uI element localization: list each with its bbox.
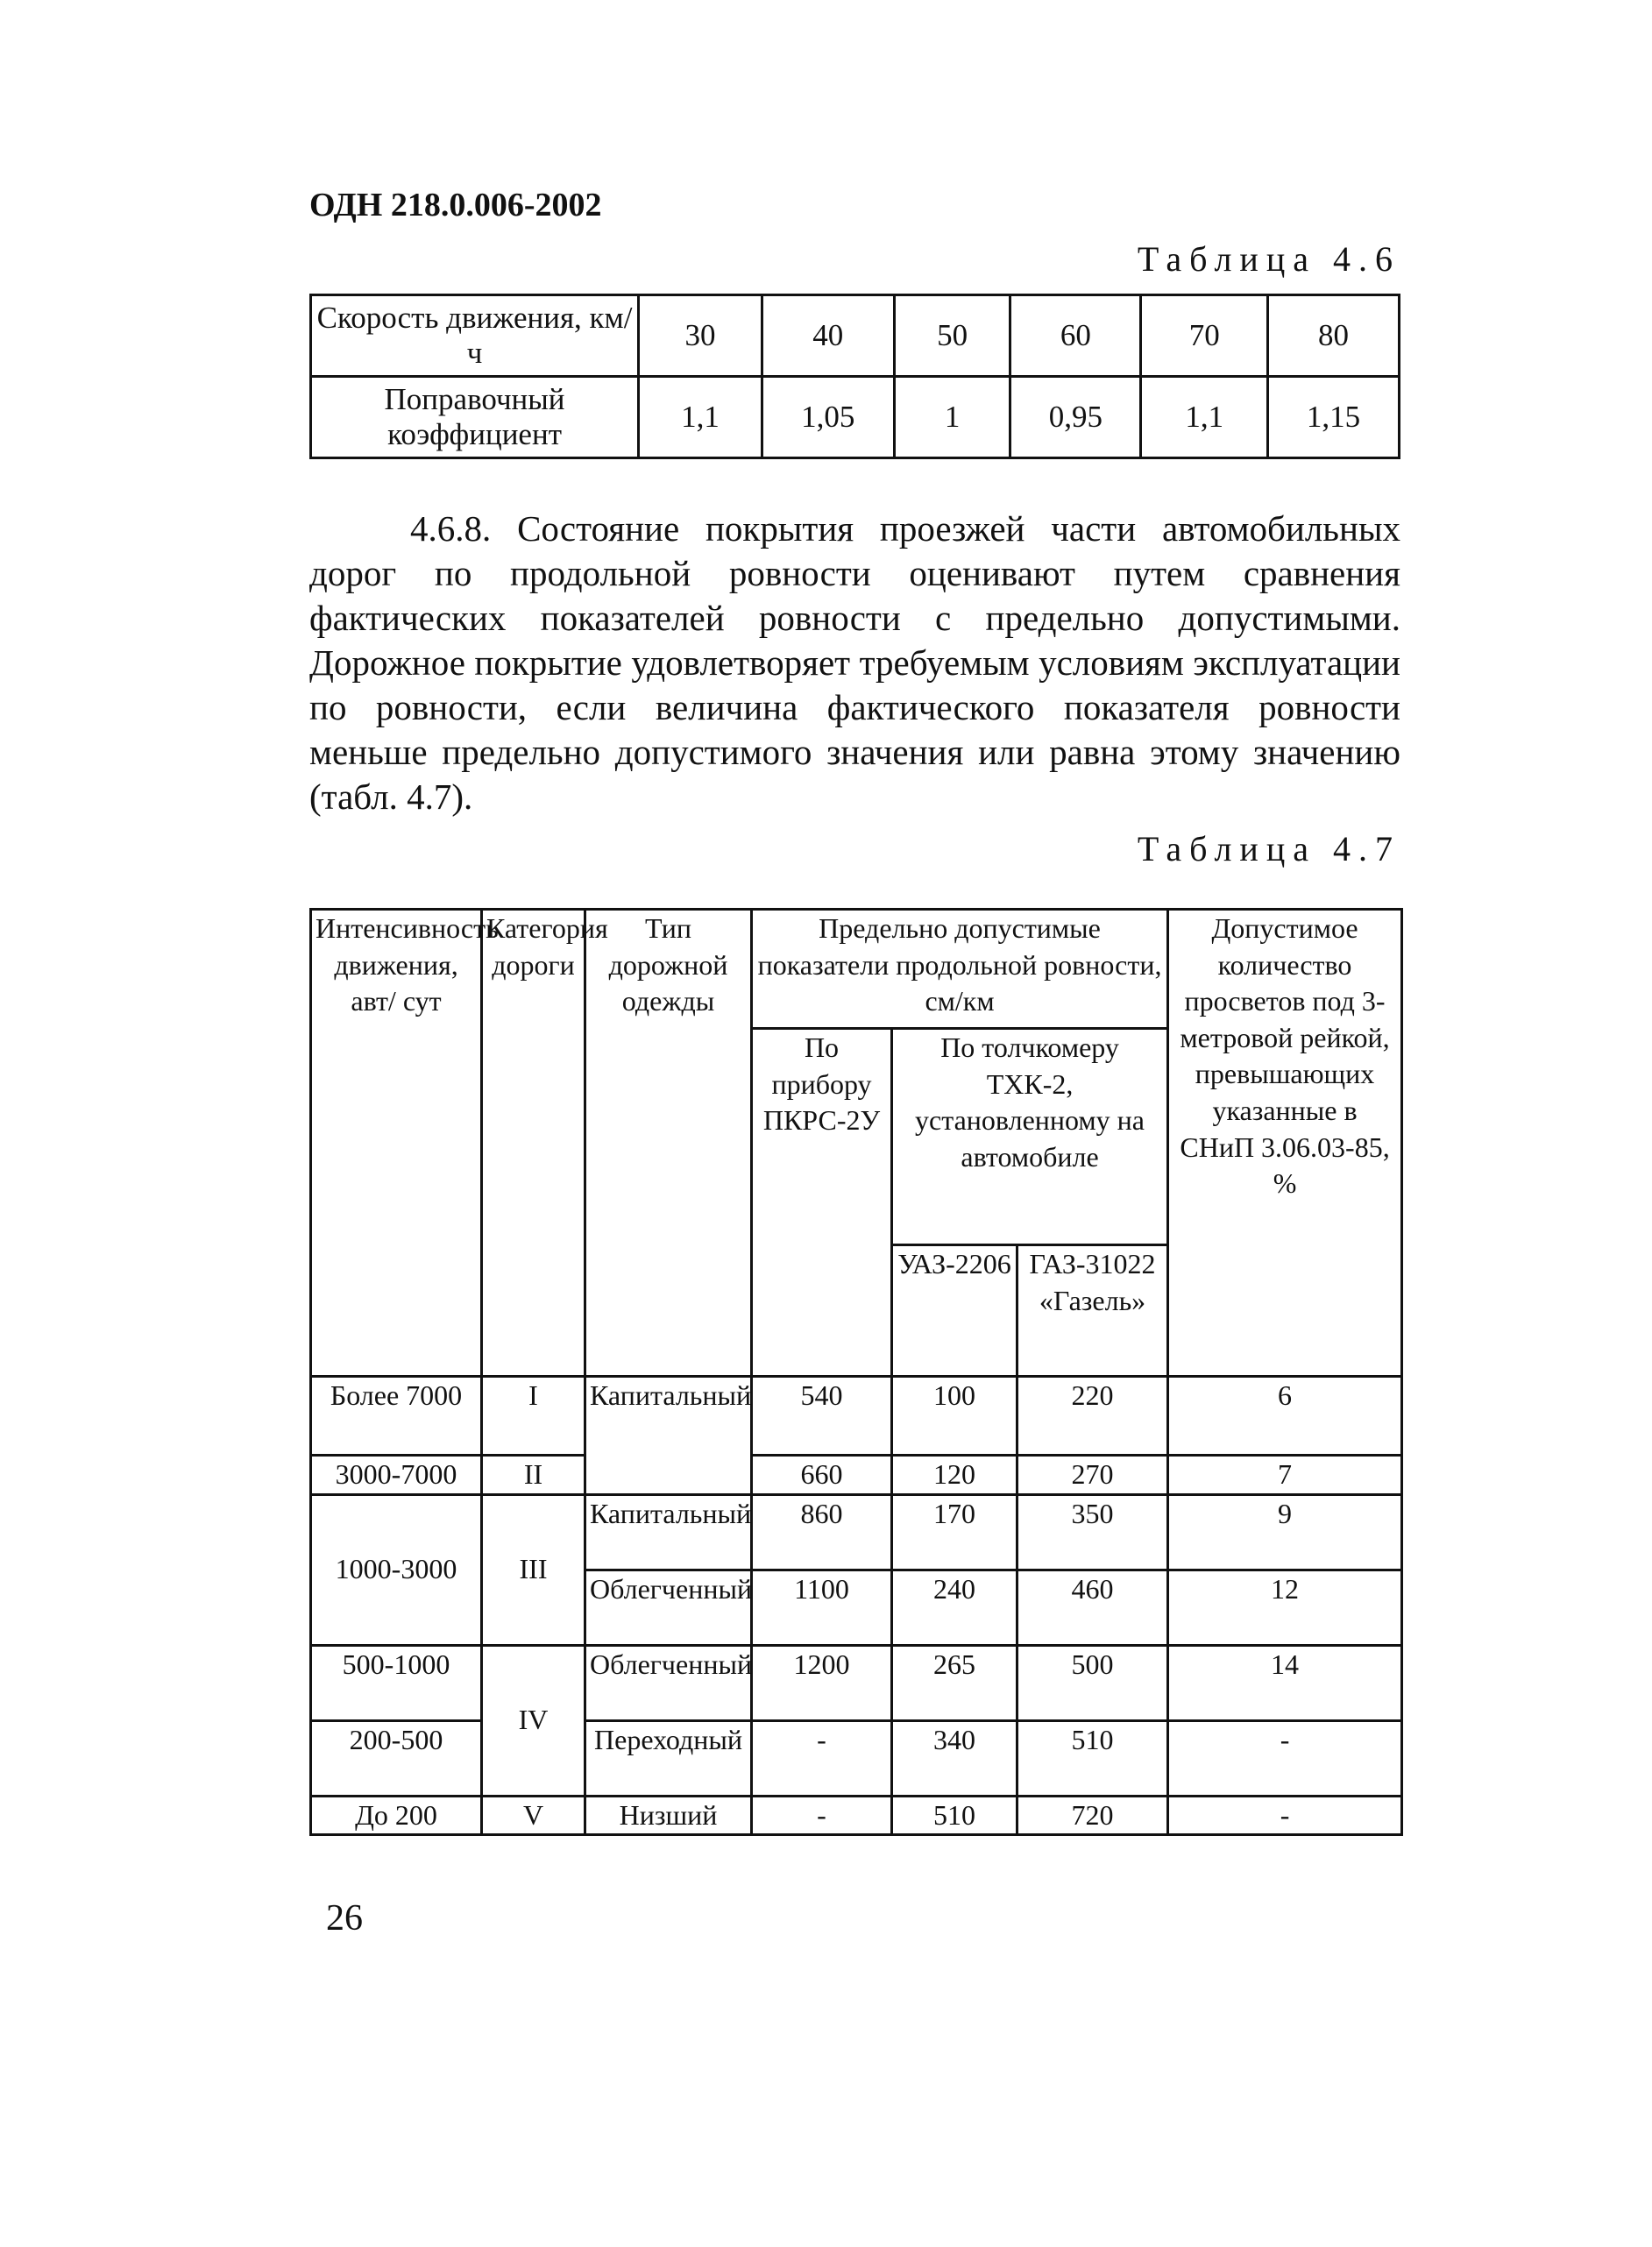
uaz-cell: 265 bbox=[892, 1645, 1017, 1720]
pavement-cell: Капитальный bbox=[585, 1494, 752, 1570]
pkrs-cell: 860 bbox=[752, 1494, 892, 1570]
uaz-cell: 340 bbox=[892, 1720, 1017, 1796]
intensity-cell: 500-1000 bbox=[311, 1645, 482, 1720]
table-row bbox=[311, 1796, 1402, 1835]
gaps-cell: - bbox=[1168, 1720, 1402, 1796]
table-row bbox=[311, 377, 1400, 458]
pkrs-cell: 660 bbox=[752, 1456, 892, 1495]
table-row bbox=[311, 1645, 1402, 1720]
category-cell: III bbox=[482, 1494, 585, 1645]
gaps-cell: 9 bbox=[1168, 1494, 1402, 1570]
table-row bbox=[311, 1456, 1402, 1495]
intensity-cell: 200-500 bbox=[311, 1720, 482, 1796]
category-cell: II bbox=[482, 1456, 585, 1495]
coef-cell: 1,1 bbox=[1141, 377, 1268, 458]
table-4-7-caption: Таблица 4.7 bbox=[1137, 829, 1400, 868]
gaz-cell: 500 bbox=[1017, 1645, 1168, 1720]
coef-cell: 1,05 bbox=[762, 377, 894, 458]
page-number: 26 bbox=[326, 1898, 363, 1939]
category-cell: IV bbox=[482, 1645, 585, 1796]
category-cell: V bbox=[482, 1796, 585, 1835]
uaz-cell: 170 bbox=[892, 1494, 1017, 1570]
speed-label: Скорость движения, км/ч bbox=[311, 295, 639, 377]
header-row bbox=[311, 910, 1402, 1029]
gaz-cell: 460 bbox=[1017, 1570, 1168, 1645]
speed-cell: 80 bbox=[1268, 295, 1400, 377]
header-gaz: ГАЗ-31022 «Газель» bbox=[1017, 1245, 1168, 1377]
intensity-cell: 1000-3000 bbox=[311, 1494, 482, 1645]
pavement-cell: Капитальный bbox=[585, 1377, 752, 1495]
pavement-cell: Низший bbox=[585, 1796, 752, 1835]
speed-cell: 70 bbox=[1141, 295, 1268, 377]
gaz-cell: 220 bbox=[1017, 1377, 1168, 1456]
pavement-cell: Облегченный bbox=[585, 1645, 752, 1720]
gaz-cell: 510 bbox=[1017, 1720, 1168, 1796]
speed-cell: 50 bbox=[894, 295, 1010, 377]
pavement-cell: Переходный bbox=[585, 1720, 752, 1796]
uaz-cell: 120 bbox=[892, 1456, 1017, 1495]
header-tkh: По толчкомеру ТХК-2, установленному на автомобиле bbox=[892, 1029, 1168, 1245]
header-intensity: Интенсивность движения, авт/ сут bbox=[311, 910, 482, 1377]
table-row bbox=[311, 1377, 1402, 1456]
coef-label: Поправочный коэффициент bbox=[311, 377, 639, 458]
pkrs-cell: - bbox=[752, 1796, 892, 1835]
category-cell: I bbox=[482, 1377, 585, 1456]
pkrs-cell: 1100 bbox=[752, 1570, 892, 1645]
gaz-cell: 350 bbox=[1017, 1494, 1168, 1570]
coef-cell: 1,15 bbox=[1268, 377, 1400, 458]
speed-cell: 30 bbox=[639, 295, 762, 377]
header-category: Категория дороги bbox=[482, 910, 585, 1377]
document-code: ОДН 218.0.006-2002 bbox=[309, 187, 602, 223]
table-4-6-caption: Таблица 4.6 bbox=[1137, 239, 1400, 279]
table-row bbox=[311, 1720, 1402, 1796]
uaz-cell: 100 bbox=[892, 1377, 1017, 1456]
gaps-cell: 14 bbox=[1168, 1645, 1402, 1720]
speed-cell: 60 bbox=[1010, 295, 1141, 377]
gaz-cell: 270 bbox=[1017, 1456, 1168, 1495]
pkrs-cell: - bbox=[752, 1720, 892, 1796]
gaps-cell: 12 bbox=[1168, 1570, 1402, 1645]
coef-cell: 1 bbox=[894, 377, 1010, 458]
intensity-cell: До 200 bbox=[311, 1796, 482, 1835]
header-uaz: УАЗ-2206 bbox=[892, 1245, 1017, 1377]
clause-4-6-8: 4.6.8. Состояние покрытия проезжей части автомобильных дорог по продольной ровности оценивают путем сравнения фактических показателей ровности с предельно допустимыми. Дорожное покрытие удовлетворяет требуемым условиям эксплуатации по ровности, если величина фактического показателя ровности меньше предельно допустимого значения или равна этому значению (табл. 4.7). bbox=[309, 508, 1400, 817]
intensity-cell: 3000-7000 bbox=[311, 1456, 482, 1495]
gaps-cell: 7 bbox=[1168, 1456, 1402, 1495]
table-4-7 bbox=[309, 908, 1403, 1836]
uaz-cell: 510 bbox=[892, 1796, 1017, 1835]
header-limit: Предельно допустимые показатели продольной ровности, см/км bbox=[752, 910, 1168, 1029]
gaps-cell: 6 bbox=[1168, 1377, 1402, 1456]
intensity-cell: Более 7000 bbox=[311, 1377, 482, 1456]
uaz-cell: 240 bbox=[892, 1570, 1017, 1645]
header-gaps: Допустимое количество просветов под 3-метровой рейкой, превышающих указанные в СНиП 3.06.03-85, % bbox=[1168, 910, 1402, 1377]
pkrs-cell: 1200 bbox=[752, 1645, 892, 1720]
pkrs-cell: 540 bbox=[752, 1377, 892, 1456]
coef-cell: 1,1 bbox=[639, 377, 762, 458]
header-pavement: Тип дорожной одежды bbox=[585, 910, 752, 1377]
gaz-cell: 720 bbox=[1017, 1796, 1168, 1835]
table-row bbox=[311, 1494, 1402, 1570]
pavement-cell: Облегченный bbox=[585, 1570, 752, 1645]
coef-cell: 0,95 bbox=[1010, 377, 1141, 458]
speed-cell: 40 bbox=[762, 295, 894, 377]
gaps-cell: - bbox=[1168, 1796, 1402, 1835]
table-row bbox=[311, 295, 1400, 377]
header-pkrs: По прибору ПКРС-2У bbox=[752, 1029, 892, 1377]
table-4-6 bbox=[309, 294, 1400, 459]
